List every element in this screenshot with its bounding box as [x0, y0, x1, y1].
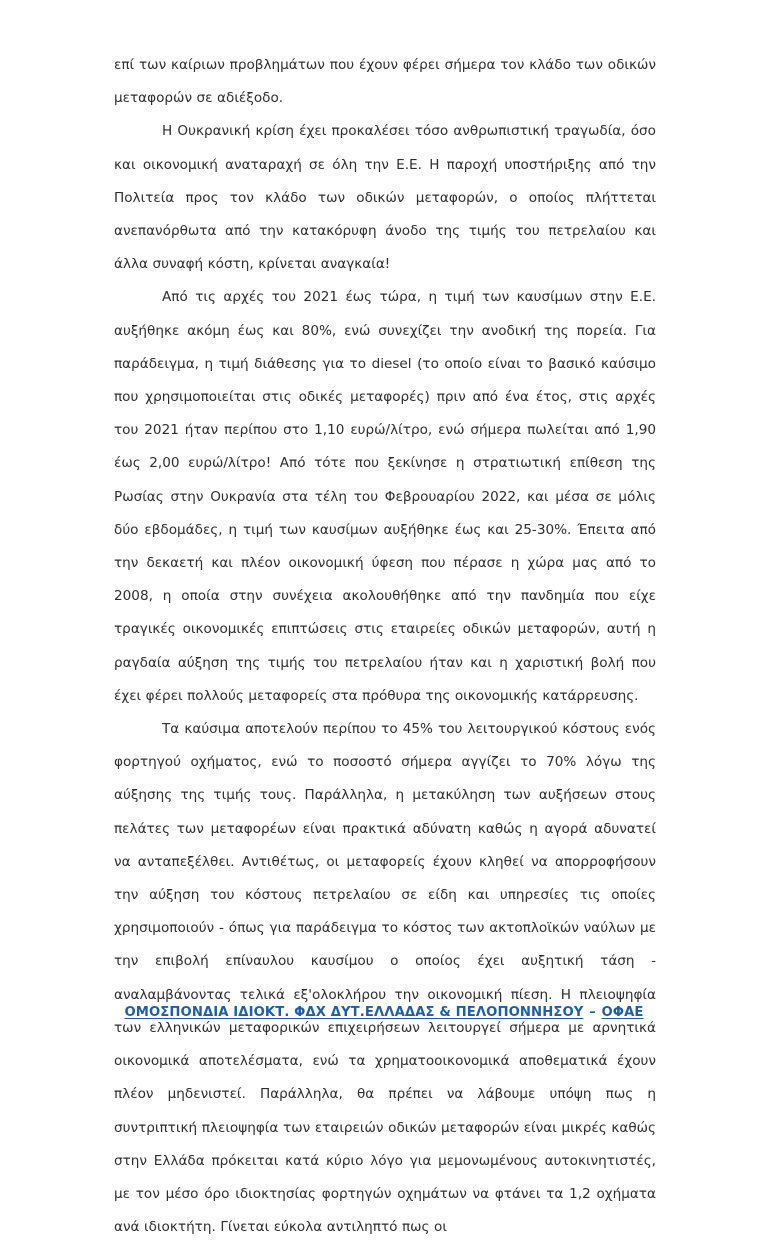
footer-organization-abbreviation[interactable]: ΟΦΑΕ: [601, 1005, 644, 1020]
paragraph-2: Η Ουκρανική κρίση έχει προκαλέσει τόσο ανθρωπιστική τραγωδία, όσο και οικονομική αναταραχή σε όλη την Ε.Ε. Η παροχή υποστήριξης από την Πολιτεία προς τον κλάδο των οδικών μεταφορών, ο οποίος πλήττεται ανεπανόρθωτα από την κατακόρυφη άνοδο της τιμής του πετρελαίου και άλλα συναφή κόστη, κρίνεται αναγκαία!: [114, 123, 656, 273]
paragraph-3: Από τις αρχές του 2021 έως τώρα, η τιμή των καυσίμων στην Ε.Ε. αυξήθηκε ακόμη έως και 80%, ενώ συνεχίζει την ανοδική της πορεία. Για παράδειγμα, η τιμή διάθεσης για το diesel (το οποίο είναι το βασικό καύσιμο που χρησιμοποιείται στις οδικές μεταφορές) πριν από ένα έτος, στις αρχές του 2021 ήταν περίπου στο 1,10 ευρώ/λίτρο, ενώ σήμερα πωλείται από 1,90 έως 2,00 ευρώ/λίτρο! Από τότε που ξεκίνησε η στρατιωτική επίθεση της Ρωσίας στην Ουκρανία στα τέλη του Φεβρουαρίου 2022, και μέσα σε μόλις δύο εβδομάδες, η τιμή των καυσίμων αυξήθηκε έως και 25-30%. Έπειτα από την δεκαετή και πλέον οικονομική ύφεση που πέρασε η χώρα μας από το 2008, η οποία στην συνέχεια ακολουθήθηκε από την πανδημία που είχε τραγικές οικονομικές επιπτώσεις στις εταιρείες οδικών μεταφορών, αυτή η ραγδαία αύξηση της τιμής του πετρελαίου ήταν και η χαριστική βολή που έχει φέρει πολλούς μεταφορείς στα πρόθυρα της οικονομικής κατάρρευσης.: [114, 289, 656, 704]
footer-separator: –: [584, 1005, 601, 1020]
page-footer: [0, 1003, 768, 1023]
paragraph-4: Τα καύσιμα αποτελούν περίπου το 45% του λειτουργικού κόστους ενός φορτηγού οχήματος, ενώ το ποσοστό σήμερα αγγίζει το 70% λόγω της αύξησης της τιμής τους. Παράλληλα, η μετακύληση των αυξήσεων στους πελάτες των μεταφορέων είναι πρακτικά αδύνατη καθώς η αγορά αδυνατεί να ανταπεξέλθει. Αντιθέτως, οι μεταφορείς έχουν κληθεί να απορροφήσουν την αύξηση του κόστους πετρελαίου σε είδη και υπηρεσίες τις οποίες χρησιμοποιούν - όπως για παράδειγμα το κόστος των ακτοπλοϊκών ναύλων με την επιβολή επίναυλου καυσίμου ο οποίος έχει αυξητική τάση - αναλαμβάνοντας τελικά εξ'ολοκλήρου την οικονομική πίεση. Η πλειοψηφία των ελληνικών μεταφορικών επιχειρήσεων λειτουργεί σήμερα με αρνητικά οικονομικά αποτελέσματα, ενώ τα χρηματοοικονομικά αποθεματικά έχουν πλέον μηδενιστεί. Παράλληλα, θα πρέπει να λάβουμε υπόψη πως η συντριπτική πλειοψηφία των εταιρειών οδικών μεταφορών είναι μικρές καθώς στην Ελλάδα πρόκειται κατά κύριο λόγο για μεμονωμένους αυτοκινητιστές, με τον μέσο όρο ιδιοκτησίας φορτηγών οχημάτων να φτάνει τα 1,2 οχήματα ανά ιδιοκτήτη. Γίνεται εύκολα αντιληπτό πως οι: [114, 721, 656, 1236]
document-body: [114, 49, 656, 1244]
paragraph-1: επί των καίριων προβλημάτων που έχουν φέρει σήμερα τον κλάδο των οδικών μεταφορών σε αδιέξοδο.: [114, 57, 656, 107]
footer-organization-name[interactable]: ΟΜΟΣΠΟΝΔΙΑ ΙΔΙΟΚΤ. ΦΔΧ ΔΥΤ.ΕΛΛΑΔΑΣ & ΠΕΛΟΠΟΝΝΗΣΟΥ: [124, 1005, 584, 1020]
